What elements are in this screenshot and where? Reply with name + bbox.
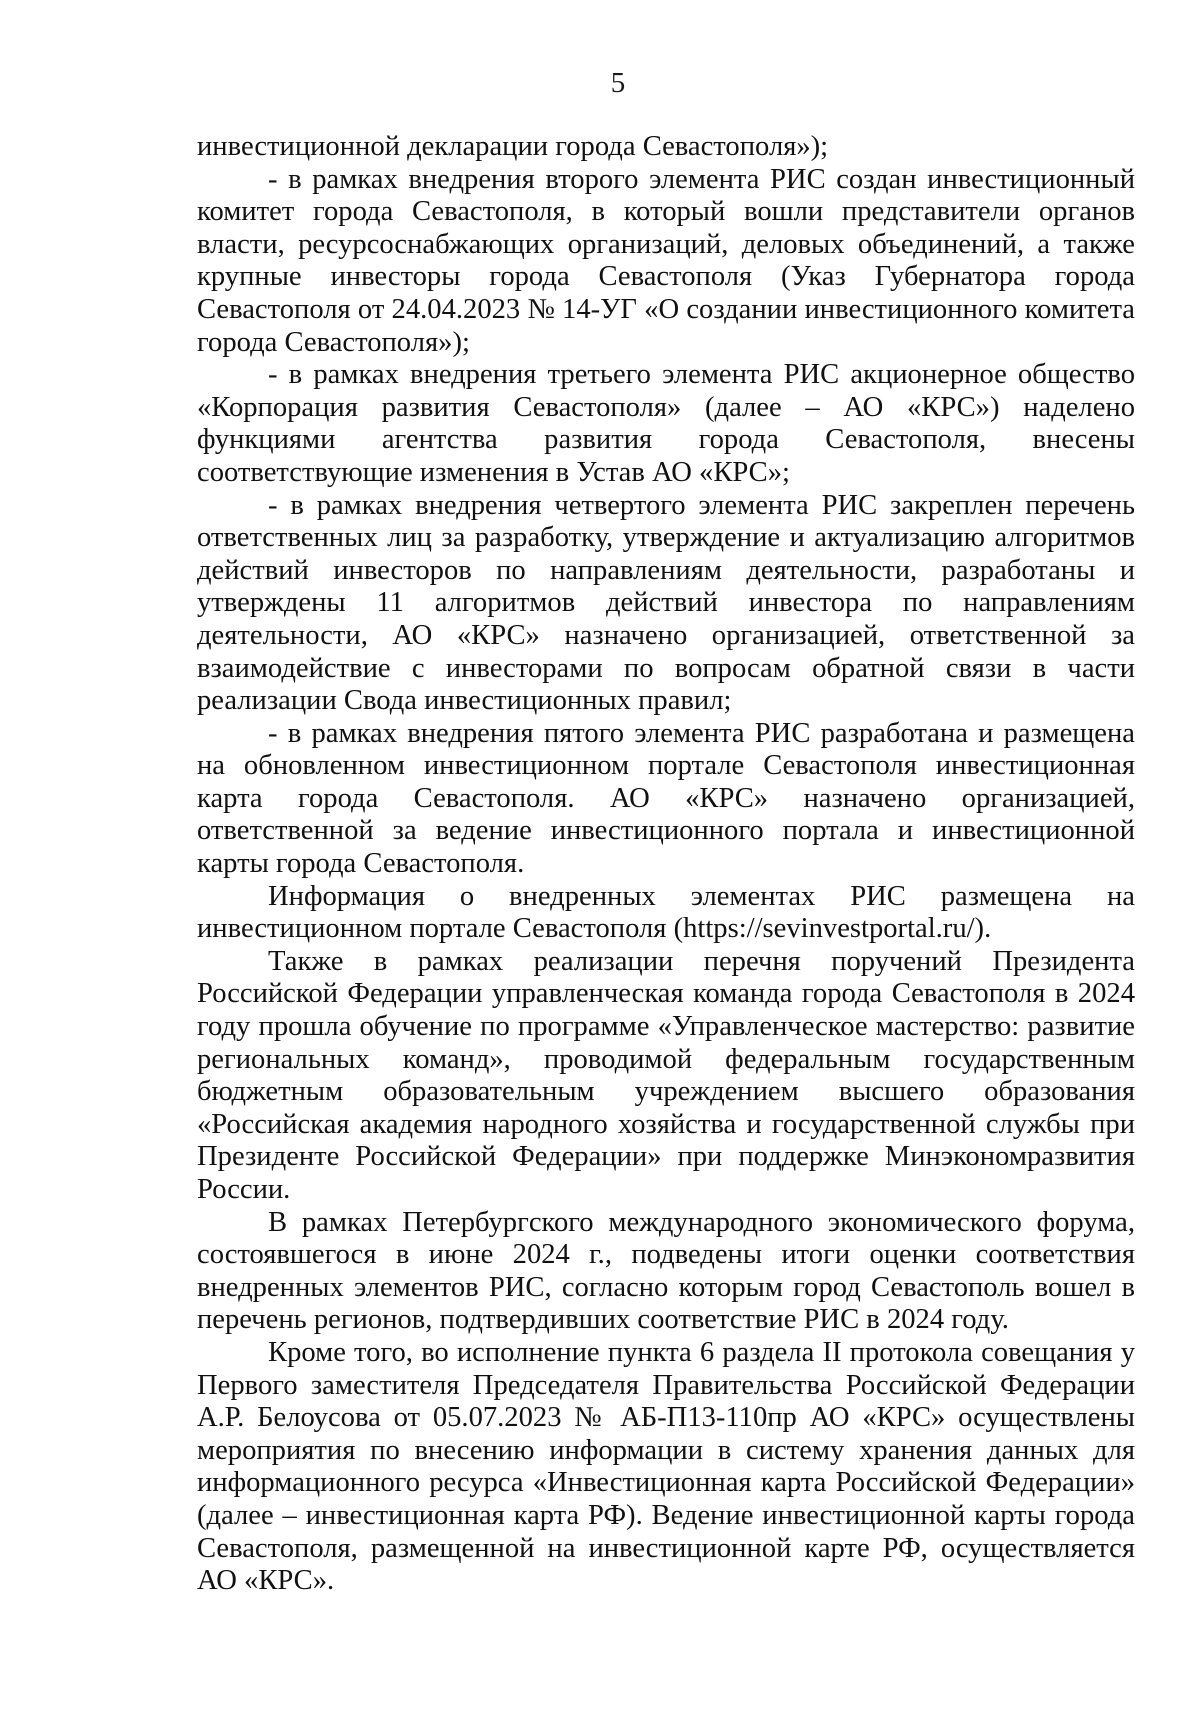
page-number: 5 — [610, 67, 626, 99]
paragraph-declaration-end: инвестиционной декларации города Севастополя»); — [197, 131, 829, 162]
paragraph-element-4: - в рамках внедрения четвертого элемента РИС закреплен перечень ответственных лиц за разработку, утверждение и актуализацию алгоритмов действий инвесторов по направлениям деятельности, разработаны и утверждены 11 алгоритмов действий инвестора по направлениям деятельности, АО «КРС» назначено организацией, ответственной за взаимодействие с инвесторами по вопросам обратной связи в части реализации Свода инвестиционных правил; — [197, 489, 1135, 717]
paragraph-element-5: - в рамках внедрения пятого элемента РИС разработана и размещена на обновленном инвестиционном портале Севастополя инвестиционная карта города Севастополя. АО «КРС» назначено организацией, ответственной за ведение инвестиционного портала и инвестиционной карты города Севастополя. — [197, 717, 1135, 880]
paragraph-element-2: - в рамках внедрения второго элемента РИС создан инвестиционный комитет города Севастополя, в который вошли представители органов власти, ресурсоснабжающих организаций, деловых объединений, а также крупные инвесторы города Севастополя (Указ Губернатора города Севастополя от 24.04.2023 № 14-УГ «О создании инвестиционного комитета города Севастополя»); — [197, 163, 1135, 358]
paragraph-spief-results: В рамках Петербургского международного экономического форума, состоявшегося в июне 2024 г., подведены итоги оценки соответствия внедренных элементов РИС, согласно которым город Севастополь вошел в перечень регионов, подтвердивших соответствие РИС в 2024 году. — [197, 1206, 1135, 1336]
document-body — [197, 131, 1135, 1598]
paragraph-element-3: - в рамках внедрения третьего элемента РИС акционерное общество «Корпорация развития Севастополя» (далее – АО «КРС») наделено функциями агентства развития города Севастополя, внесены соответствующие изменения в Устав АО «КРС»; — [197, 359, 1135, 488]
paragraph-investment-map: Кроме того, во исполнение пункта 6 раздела II протокола совещания у Первого заместителя Председателя Правительства Российской Федерации А.Р. Белоусова от 05.07.2023 № АБ-П13-110пр АО «КРС» осуществлены мероприятия по внесению информации в систему хранения данных для информационного ресурса «Инвестиционная карта Российской Федерации» (далее – инвестиционная карта РФ). Ведение инвестиционной карты города Севастополя, размещенной на инвестиционной карте РФ, осуществляется АО «КРС». — [197, 1336, 1135, 1597]
paragraph-management-training: Также в рамках реализации перечня поручений Президента Российской Федерации управленческая команда города Севастополя в 2024 году прошла обучение по программе «Управленческое мастерство: развитие региональных команд», проводимой федеральным государственным бюджетным образовательным учреждением высшего образования «Российская академия народного хозяйства и государственной службы при Президенте Российской Федерации» при поддержке Минэкономразвития России. — [197, 945, 1135, 1205]
paragraph-portal-info: Информация о внедренных элементах РИС размещена на инвестиционном портале Севастополя (https://sevinvestportal.ru/). — [197, 880, 1135, 945]
